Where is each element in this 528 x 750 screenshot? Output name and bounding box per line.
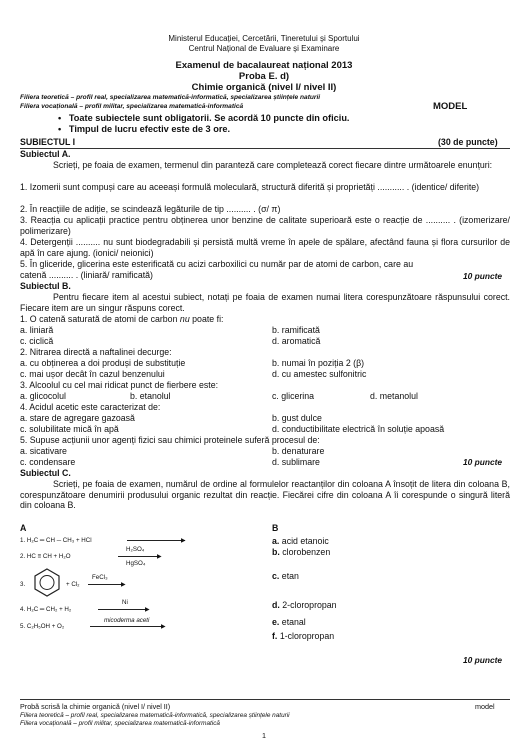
q1-option-b: b. ramificată — [272, 325, 320, 335]
ministry-header: Ministerul Educației, Cercetării, Tineretului și Sportului — [168, 34, 360, 43]
subiectul-c-title: Subiectul C. — [20, 468, 71, 478]
q1-stem-part1: 1. O catenă saturată de atomi de carbon — [20, 314, 180, 324]
bullet-1-text: Toate subiectele sunt obligatorii. Se acordă 10 puncte din oficiu. — [68, 113, 350, 123]
filiera-teoretica: Filiera teoretică – profil real, specializarea matematică-informatică, specializarea științele naturii — [20, 94, 321, 101]
q4-option-b: b. gust dulce — [272, 413, 322, 423]
product-e-name: etanal — [281, 617, 306, 627]
reaction-5-arrowhead: ▶ — [161, 624, 166, 630]
footer-right: model — [475, 702, 495, 711]
product-d-name: 2-cloropropan — [282, 600, 337, 610]
product-e — [272, 617, 306, 628]
q3-option-b: b. etanolul — [130, 391, 171, 401]
footer-filiera-1: Filiera teoretică – profil real, specializarea matematică-informatică, specializarea științele naturii — [20, 712, 290, 719]
q2-option-d: d. cu amestec sulfonitric — [272, 369, 367, 379]
reaction-4-reactants: 4. H₂C ═ CH₂ + H₂ — [20, 606, 72, 613]
exam-proba: Proba E. d) — [238, 71, 290, 82]
subiectul-a-item-1: 1. Izomerii sunt compuși care au aceeași formulă moleculară, structură diferită și proprietăți ........... . (identice/ diferite) — [20, 182, 480, 192]
reaction-4-catalyst: Ni — [122, 599, 128, 606]
subiectul-1-points: (30 de puncte) — [438, 137, 498, 147]
reaction-3-number: 3. — [20, 581, 26, 588]
q2-option-c: c. mai ușor decât în cazul benzenului — [20, 369, 165, 379]
product-c-letter: c. — [272, 571, 280, 581]
reaction-4-arrow — [98, 609, 148, 610]
reaction-1-arrow — [127, 540, 185, 541]
subiectul-c-points: 10 puncte — [463, 655, 503, 665]
footer-divider — [20, 699, 510, 700]
product-c — [272, 571, 299, 582]
q4-option-c: c. solubilitate mică în apă — [20, 424, 119, 434]
product-a — [272, 536, 329, 547]
q4-option-a: a. stare de agregare gazoasă — [20, 413, 135, 423]
product-f — [272, 631, 334, 642]
reaction-3-catalyst: FeCl₃ — [92, 574, 108, 581]
product-f-letter: f. — [272, 631, 278, 641]
bullet-1: • Toate subiectele sunt obligatorii. Se acordă 10 puncte din oficiu. — [58, 113, 350, 123]
reaction-1-reactants: 1. H₂C ═ CH ─ CH₃ + HCl — [20, 537, 92, 544]
reaction-2-arrow — [118, 556, 160, 557]
q1-stem-part2: poate fi: — [189, 314, 224, 324]
footer-left: Probă scrisă la chimie organică (nivel I/ nivel II) — [20, 702, 171, 711]
q1-option-c: c. ciclică — [20, 336, 54, 346]
subiectul-a-intro: Scrieți, pe foaia de examen, termenul din paranteză care completează corect fiecare dintre următoarele enunțuri: — [53, 160, 493, 170]
product-e-letter: e. — [272, 617, 280, 627]
q1-stem — [20, 314, 223, 325]
product-f-name: 1-cloropropan — [279, 631, 335, 641]
subiectul-b-title: Subiectul B. — [20, 281, 71, 291]
footer-filiera-2: Filiera vocațională – profil militar, specializarea matematică-informatică — [20, 720, 220, 727]
bullet-2-text: Timpul de lucru efectiv este de 3 ore. — [68, 124, 231, 134]
subiectul-b-points: 10 puncte — [463, 457, 503, 467]
subiectul-c-intro: Scrieți, pe foaia de examen, numărul de ordine al formulelor reactanților din coloana A însoțit de litera din coloana B, corespunzătoare denumirii produsului organic rezultat din reacție. Fiecărei cifre din coloana A îi corespunde o singură literă din coloana B. — [20, 479, 510, 511]
subiectul-1-title: SUBIECTUL I — [20, 137, 76, 147]
reaction-2-reactants: 2. HC ≡ CH + H₂O — [20, 553, 71, 560]
reaction-5-catalyst: micoderma aceti — [104, 617, 150, 624]
q3-option-a: a. glicocolul — [20, 391, 66, 401]
reaction-2-catalyst-bottom: HgSO₄ — [126, 560, 146, 567]
reaction-2-catalyst-top: H₂SO₄ — [126, 546, 145, 553]
q3-stem: 3. Alcoolul cu cel mai ridicat punct de fierbere este: — [20, 380, 219, 390]
product-a-name: acid etanoic — [281, 536, 329, 546]
product-d — [272, 600, 337, 611]
bullet-2: • Timpul de lucru efectiv este de 3 ore. — [58, 124, 231, 134]
filiera-vocationala: Filiera vocațională – profil militar, specializarea matematică-informatică — [20, 103, 244, 110]
reaction-2-arrowhead: ▶ — [157, 554, 162, 560]
q3-option-d: d. metanolul — [370, 391, 418, 401]
q2-option-a: a. cu obținerea a doi produși de substituție — [20, 358, 186, 368]
product-c-name: etan — [281, 571, 299, 581]
q1-option-d: d. aromatică — [272, 336, 321, 346]
q1-option-a: a. liniară — [20, 325, 54, 335]
reaction-5-reactants: 5. C₂H₅OH + O₂ — [20, 623, 65, 630]
reaction-5-arrow — [90, 626, 164, 627]
subiectul-a-points: 10 puncte — [463, 271, 503, 281]
q2-stem: 2. Nitrarea directă a naftalinei decurge: — [20, 347, 172, 357]
subiectul-a-item-3: 3. Reacția cu aplicații practice pentru obținerea unor benzine de calitate superioară este o reacție de .......... . (izomerizare/ polimerizare) — [20, 215, 510, 236]
q5-option-a: a. sicativare — [20, 446, 67, 456]
column-a-header: A — [20, 523, 27, 533]
product-b — [272, 547, 330, 558]
center-header: Centrul Național de Evaluare și Examinare — [188, 44, 340, 53]
q4-stem: 4. Acidul acetic este caracterizat de: — [20, 402, 161, 412]
q5-stem: 5. Supuse acțiunii unor agenți fizici sau chimici proteinele suferă procesul de: — [20, 435, 320, 445]
q5-option-c: c. condensare — [20, 457, 76, 467]
subiectul-a-title: Subiectul A. — [20, 149, 71, 159]
subiectul-a-item-4: 4. Detergenții .......... nu sunt biodegradabili și persistă multă vreme în apele de spălare, afectând fauna și flora cursurilor de apă în care ajung. (ionici/ neionici) — [20, 237, 510, 258]
q4-option-d: d. conductibilitate electrică în soluție apoasă — [272, 424, 445, 434]
q2-option-b: b. numai în poziția 2 (β) — [272, 358, 365, 368]
subiectul-a-item-2: 2. În reacțiile de adiție, se scindează legăturile de tip .......... . (σ/ π) — [20, 204, 281, 214]
subiectul-b-intro: Pentru fiecare item al acestui subiect, notați pe foaia de examen numai litera corespunzătoare răspunsului corect. Fiecare item are un singur răspuns corect. — [20, 292, 510, 313]
reaction-3-reagent: + Cl₂ — [66, 581, 80, 588]
exam-title: Examenul de bacalaureat național 2013 — [175, 60, 353, 71]
reaction-3-arrow — [88, 584, 124, 585]
q5-option-b: b. denaturare — [272, 446, 325, 456]
exam-subject: Chimie organică (nivel I/ nivel II) — [191, 82, 337, 93]
product-a-letter: a. — [272, 536, 280, 546]
reaction-4-arrowhead: ▶ — [145, 607, 150, 613]
subiectul-a-item-5: 5. În gliceride, glicerina este esterificată cu acizi carboxilici cu număr par de atomi de carbon, care au catenă .......... . (liniară/ ramificată) — [20, 259, 414, 280]
product-b-name: clorobenzen — [282, 547, 331, 557]
q5-option-d: d. sublimare — [272, 457, 320, 467]
page-number: 1 — [262, 731, 266, 740]
benzene-ring-icon — [32, 567, 62, 597]
product-d-letter: d. — [272, 600, 280, 610]
q3-option-c: c. glicerina — [272, 391, 315, 401]
divider — [20, 148, 510, 149]
reaction-3-arrowhead: ▶ — [121, 582, 126, 588]
reaction-1-arrowhead: ▶ — [181, 538, 186, 544]
q1-stem-nu: nu — [179, 314, 190, 324]
product-b-letter: b. — [272, 547, 280, 557]
model-label: MODEL — [433, 101, 468, 112]
column-b-header: B — [272, 523, 279, 533]
